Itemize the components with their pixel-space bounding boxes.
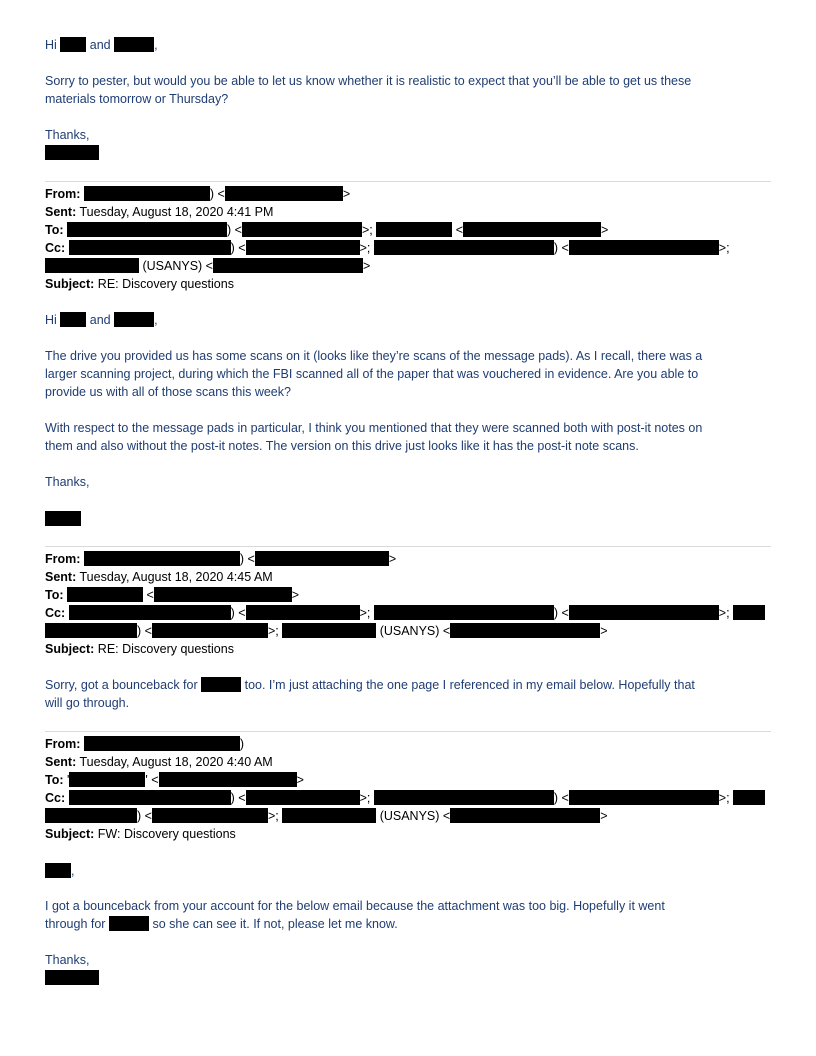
body-line: will go through. bbox=[45, 696, 130, 710]
from-text: ) < bbox=[209, 187, 225, 201]
redaction-block bbox=[282, 623, 376, 638]
body-line bbox=[45, 676, 695, 694]
redaction-block bbox=[45, 623, 137, 638]
cc-line bbox=[45, 789, 765, 807]
redaction-block bbox=[67, 222, 227, 237]
subject-value: FW: Discovery questions bbox=[97, 827, 236, 841]
redaction-block bbox=[246, 605, 360, 620]
redaction-block bbox=[67, 587, 143, 602]
body-line: The drive you provided us has some scans on it (looks like they’re scans of the message pads). As I recall, there was a bbox=[45, 349, 703, 363]
cc-text: >; bbox=[267, 809, 279, 823]
cc-text: (USANYS) < bbox=[379, 624, 451, 638]
cc-line bbox=[45, 239, 730, 257]
from-text: > bbox=[342, 187, 351, 201]
to-line bbox=[45, 221, 608, 239]
redaction-block bbox=[69, 772, 145, 787]
cc-label: Cc: bbox=[45, 241, 66, 255]
redaction-block bbox=[569, 605, 719, 620]
redaction-block bbox=[255, 551, 389, 566]
sent-line bbox=[45, 203, 273, 221]
to-text: > bbox=[291, 588, 300, 602]
body-line: With respect to the message pads in particular, I think you mentioned that they were scanned both with post-it notes on bbox=[45, 421, 703, 435]
subject-value: RE: Discovery questions bbox=[97, 642, 234, 656]
redaction-block bbox=[69, 790, 231, 805]
redaction-block bbox=[246, 240, 360, 255]
redaction-block bbox=[450, 808, 600, 823]
sent-line bbox=[45, 753, 273, 771]
sent-label: Sent: bbox=[45, 755, 77, 769]
greeting-comma: , bbox=[154, 38, 158, 52]
sent-value: Tuesday, August 18, 2020 4:45 AM bbox=[79, 570, 273, 584]
redaction-block bbox=[84, 736, 240, 751]
body-text: so she can see it. If not, please let me know. bbox=[152, 917, 398, 931]
from-line bbox=[45, 185, 350, 203]
greeting-hi: Hi bbox=[45, 313, 57, 327]
thanks: Thanks, bbox=[45, 953, 90, 967]
to-text: ' < bbox=[145, 773, 159, 787]
cc-text: > bbox=[363, 259, 371, 273]
cc-text: >; bbox=[718, 791, 730, 805]
to-line bbox=[45, 586, 299, 604]
from-label: From: bbox=[45, 187, 81, 201]
greeting-hi: Hi bbox=[45, 38, 57, 52]
cc-text: >; bbox=[267, 624, 279, 638]
cc-label: Cc: bbox=[45, 791, 66, 805]
body-line: Sorry to pester, but would you be able to let us know whether it is realistic to expect that you’ll be able to get us these bbox=[45, 74, 692, 88]
redaction-block bbox=[213, 258, 363, 273]
cc-text: (USANYS) < bbox=[379, 809, 451, 823]
to-text: < bbox=[146, 588, 154, 602]
redaction-block bbox=[45, 258, 139, 273]
greeting-and: and bbox=[89, 313, 111, 327]
redaction-block bbox=[114, 37, 154, 52]
redaction-block bbox=[152, 623, 268, 638]
to-text: >; bbox=[361, 223, 373, 237]
redaction-block bbox=[450, 623, 600, 638]
subject-label: Subject: bbox=[45, 277, 95, 291]
greeting-and: and bbox=[89, 38, 111, 52]
redaction-block bbox=[374, 605, 554, 620]
separator bbox=[45, 546, 771, 547]
signature bbox=[45, 144, 99, 162]
cc-text: (USANYS) < bbox=[142, 259, 213, 273]
redaction-block bbox=[201, 677, 241, 692]
body-line: materials tomorrow or Thursday? bbox=[45, 92, 229, 106]
redaction-block bbox=[69, 605, 231, 620]
redaction-block bbox=[374, 240, 554, 255]
cc-line-continued bbox=[45, 807, 608, 825]
cc-text: > bbox=[600, 809, 608, 823]
salutation bbox=[45, 862, 74, 880]
redaction-block bbox=[733, 605, 765, 620]
from-line bbox=[45, 735, 244, 753]
redaction-block bbox=[376, 222, 452, 237]
cc-text: >; bbox=[359, 606, 371, 620]
redaction-block bbox=[45, 145, 99, 160]
redaction-block bbox=[45, 970, 99, 985]
greeting bbox=[45, 36, 158, 54]
redaction-block bbox=[154, 587, 292, 602]
from-label: From: bbox=[45, 737, 81, 751]
cc-text: ) < bbox=[230, 606, 246, 620]
to-text: ' bbox=[67, 773, 70, 787]
cc-label: Cc: bbox=[45, 606, 66, 620]
subject-label: Subject: bbox=[45, 827, 95, 841]
cc-text: ) < bbox=[230, 791, 246, 805]
sent-line bbox=[45, 568, 273, 586]
cc-text: ) < bbox=[553, 606, 569, 620]
cc-text: ) < bbox=[553, 791, 569, 805]
redaction-block bbox=[45, 808, 137, 823]
to-label: To: bbox=[45, 223, 64, 237]
redaction-block bbox=[152, 808, 268, 823]
body-line: larger scanning project, during which the FBI scanned all of the paper that was vouchered in evidence. Are you able to bbox=[45, 367, 699, 381]
redaction-block bbox=[84, 551, 240, 566]
redaction-block bbox=[69, 240, 231, 255]
to-text: < bbox=[455, 223, 463, 237]
redaction-block bbox=[60, 37, 86, 52]
redaction-block bbox=[225, 186, 343, 201]
cc-text: ) < bbox=[553, 241, 569, 255]
redaction-block bbox=[45, 511, 81, 526]
sent-value: Tuesday, August 18, 2020 4:40 AM bbox=[79, 755, 273, 769]
cc-line-continued bbox=[45, 257, 370, 275]
subject-line bbox=[45, 825, 236, 843]
body-line bbox=[45, 915, 398, 933]
to-label: To: bbox=[45, 773, 64, 787]
salutation-comma: , bbox=[71, 864, 75, 878]
from-text: > bbox=[388, 552, 397, 566]
cc-text: >; bbox=[718, 241, 730, 255]
to-text: > bbox=[601, 223, 609, 237]
redaction-block bbox=[569, 790, 719, 805]
cc-text: > bbox=[600, 624, 608, 638]
redaction-block bbox=[84, 186, 210, 201]
thanks: Thanks, bbox=[45, 128, 90, 142]
redaction-block bbox=[242, 222, 362, 237]
redaction-block bbox=[374, 790, 554, 805]
greeting bbox=[45, 311, 158, 329]
cc-text: >; bbox=[359, 241, 371, 255]
body-line: them and also without the post-it notes. The version on this drive just looks like it has the post-it note scans. bbox=[45, 439, 639, 453]
subject-value: RE: Discovery questions bbox=[97, 277, 234, 291]
sent-value: Tuesday, August 18, 2020 4:41 PM bbox=[79, 205, 274, 219]
body-line: I got a bounceback from your account for the below email because the attachment was too big. Hopefully it went bbox=[45, 899, 665, 913]
sent-label: Sent: bbox=[45, 570, 77, 584]
redaction-block bbox=[463, 222, 601, 237]
to-line bbox=[45, 771, 304, 789]
redaction-block bbox=[282, 808, 376, 823]
to-label: To: bbox=[45, 588, 64, 602]
cc-text: ) < bbox=[137, 624, 152, 638]
signature bbox=[45, 510, 81, 528]
to-text: ) < bbox=[227, 223, 242, 237]
redaction-block bbox=[159, 772, 297, 787]
redaction-block bbox=[60, 312, 86, 327]
from-text: ) bbox=[239, 737, 245, 751]
greeting-comma: , bbox=[154, 313, 158, 327]
redaction-block bbox=[569, 240, 719, 255]
subject-label: Subject: bbox=[45, 642, 95, 656]
redaction-block bbox=[246, 790, 360, 805]
cc-line bbox=[45, 604, 765, 622]
from-label: From: bbox=[45, 552, 81, 566]
subject-line bbox=[45, 275, 234, 293]
body-text: too. I’m just attaching the one page I referenced in my email below. Hopefully that bbox=[244, 678, 695, 692]
cc-text: ) < bbox=[137, 809, 152, 823]
body-text: Sorry, got a bounceback for bbox=[45, 678, 198, 692]
sent-label: Sent: bbox=[45, 205, 77, 219]
from-text: ) < bbox=[239, 552, 255, 566]
cc-text: ) < bbox=[230, 241, 246, 255]
signature bbox=[45, 969, 99, 987]
cc-text: >; bbox=[718, 606, 730, 620]
from-line bbox=[45, 550, 396, 568]
body-line: provide us with all of those scans this week? bbox=[45, 385, 291, 399]
redaction-block bbox=[733, 790, 765, 805]
subject-line bbox=[45, 640, 234, 658]
separator bbox=[45, 181, 771, 182]
redaction-block bbox=[109, 916, 149, 931]
cc-text: >; bbox=[359, 791, 371, 805]
redaction-block bbox=[45, 863, 71, 878]
to-text: > bbox=[296, 773, 304, 787]
redaction-block bbox=[114, 312, 154, 327]
separator bbox=[45, 731, 771, 732]
cc-line-continued bbox=[45, 622, 608, 640]
body-text: through for bbox=[45, 917, 106, 931]
thanks: Thanks, bbox=[45, 475, 90, 489]
